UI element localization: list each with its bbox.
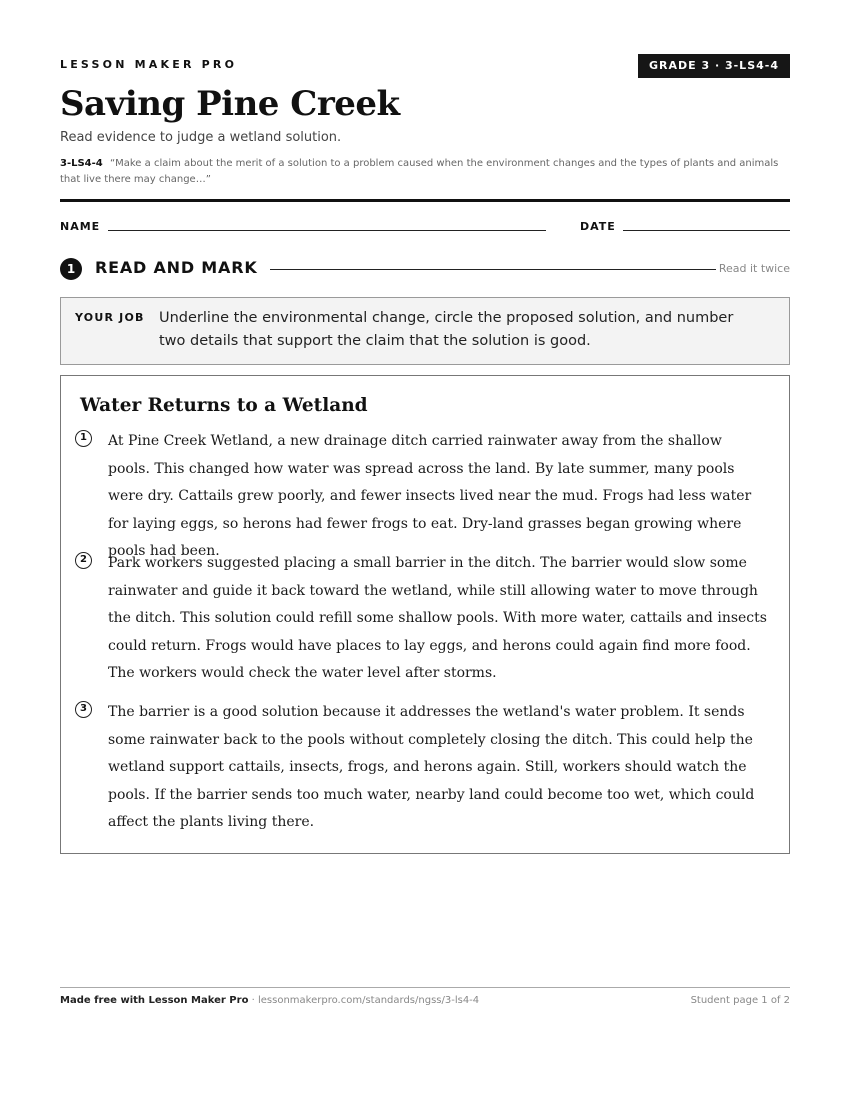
footer-made-with: Made free with Lesson Maker Pro bbox=[60, 995, 249, 1006]
date-label: DATE bbox=[580, 220, 616, 233]
page-subtitle: Read evidence to judge a wetland solution. bbox=[60, 130, 342, 145]
footer-url[interactable]: lessonmakerpro.com/standards/ngss/3-ls4-4 bbox=[257, 995, 480, 1006]
grade-badge: GRADE 3 · 3-LS4-4 bbox=[638, 54, 790, 78]
section-divider bbox=[270, 269, 716, 270]
paragraph-text: The barrier is a good solution because it addresses the wetland's water problem. It sends some rainwater back to the pools without completely closing the ditch. This could help the wetland support cattails, insects, frogs, and herons again. Still, workers should watch the pools. If the barrier sends too much water, nearby land could become too wet, which could affect the plants living there. bbox=[108, 704, 755, 831]
paragraph-number: 3 bbox=[75, 701, 92, 718]
name-label: NAME bbox=[60, 220, 101, 233]
footer-page-number: Student page 1 of 2 bbox=[690, 995, 790, 1006]
paragraph-text: At Pine Creek Wetland, a new drainage ditch carried rainwater away from the shallow pools. This changed how water was spread across the land. By late summer, many pools were dry. Cattails grew poorly, and fewer insects lived near the mud. Frogs had less water for laying eggs, so herons had fewer frogs to eat. Dry-land grasses began growing where pools had been. bbox=[108, 433, 752, 560]
paragraph-number: 1 bbox=[75, 430, 92, 447]
section-hint: Read it twice bbox=[718, 262, 790, 275]
standard-code: 3-LS4-4 bbox=[60, 158, 103, 169]
reading-passage bbox=[60, 375, 790, 854]
footer-credit bbox=[60, 995, 479, 1006]
standard-statement bbox=[60, 156, 790, 188]
brand-name: LESSON MAKER PRO bbox=[60, 58, 238, 71]
paragraph-number: 2 bbox=[75, 552, 92, 569]
name-line[interactable] bbox=[108, 230, 546, 231]
passage-title: Water Returns to a Wetland bbox=[80, 395, 368, 416]
standard-text: “Make a claim about the merit of a solution to a problem caused when the environment changes and the types of plants and animals that live there may change…” bbox=[60, 158, 779, 185]
date-line[interactable] bbox=[623, 230, 790, 231]
paragraph-text: Park workers suggested placing a small barrier in the ditch. The barrier would slow some rainwater and guide it back toward the wetland, while still allowing water to move through the ditch. This solution could refill some shallow pools. With more water, cattails and insects could return. Frogs would have places to lay eggs, and herons could again find more food. The workers would check the water level after storms. bbox=[108, 555, 767, 682]
your-job-label: YOUR JOB bbox=[75, 311, 145, 324]
header-divider bbox=[60, 199, 790, 202]
worksheet-page bbox=[60, 0, 790, 1100]
section-number: 1 bbox=[60, 258, 82, 280]
footer-divider bbox=[60, 987, 790, 988]
section-title: READ AND MARK bbox=[95, 258, 258, 277]
page-title: Saving Pine Creek bbox=[60, 84, 400, 124]
footer-separator: · bbox=[248, 995, 258, 1006]
your-job-box bbox=[60, 297, 790, 365]
your-job-instructions: Underline the environmental change, circle the proposed solution, and number two details that support the claim that the solution is good. bbox=[159, 310, 734, 349]
